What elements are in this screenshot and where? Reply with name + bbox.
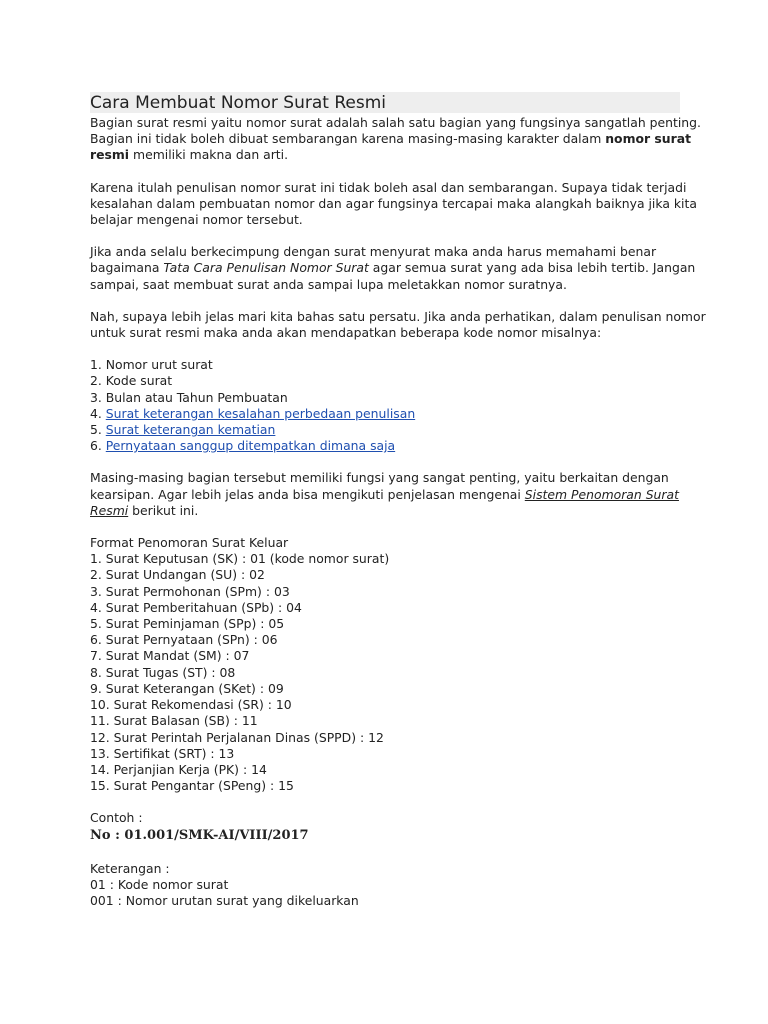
paragraph-2 [90, 179, 697, 229]
paragraph-5 [90, 470, 680, 519]
paragraph-3-line-2 [90, 260, 696, 276]
keterangan-label: Keterangan : [90, 860, 170, 876]
spacer [90, 519, 680, 535]
keterangan-item: 01 : Kode nomor surat [90, 876, 229, 892]
format-list-item: 11. Surat Balasan (SB) : 11 [90, 713, 258, 729]
code-list [90, 357, 680, 454]
format-list-item: 13. Sertifikat (SRT) : 13 [90, 745, 235, 761]
tata-cara-italic: Tata Cara Penulisan Nomor Surat [163, 260, 369, 276]
list-item [90, 373, 680, 389]
format-list-item: 5. Surat Peminjaman (SPp) : 05 [90, 616, 285, 632]
link-surat-keterangan-kematian[interactable]: Surat keterangan kematian [105, 422, 276, 438]
spacer [90, 228, 680, 244]
paragraph-4 [90, 308, 706, 341]
format-list-item: 6. Surat Pernyataan (SPn) : 06 [90, 632, 278, 648]
paragraph-5-line-3 [90, 503, 680, 519]
intro-line-3-text: memiliki makna dan arti. [129, 147, 289, 163]
list-item-text: Kode surat [105, 373, 173, 389]
keterangan-item: 001 : Nomor urutan surat yang dikeluarkan [90, 892, 359, 908]
intro-line-1: Bagian surat resmi yaitu nomor surat adalah salah satu bagian yang fungsinya sangatlah penting. [90, 115, 701, 130]
paragraph-3-line-3: sampai, saat membuat surat anda sampai lupa meletakkan nomor suratnya. [90, 276, 567, 292]
list-item [90, 438, 680, 454]
paragraph-3-line-1: Jika anda selalu berkecimpung dengan surat menyurat maka anda harus memahami benar [90, 244, 657, 260]
link-sistem-penomoran-resmi[interactable]: Resmi [90, 502, 129, 518]
paragraph-4-line-2: untuk surat resmi maka anda akan mendapatkan beberapa kode nomor misalnya: [90, 325, 602, 341]
intro-line-3 [90, 147, 680, 163]
spacer [90, 845, 680, 861]
intro-keyword-nomor-surat: nomor surat [605, 131, 692, 147]
list-item [90, 357, 680, 373]
link-surat-keterangan-kesalahan[interactable]: Surat keterangan kesalahan perbedaan penulisan [105, 405, 416, 421]
list-item [90, 390, 680, 406]
spacer [90, 454, 680, 470]
paragraph-3 [90, 244, 696, 293]
article-body [90, 92, 706, 909]
list-item-number: 4. [90, 405, 106, 421]
format-list-item: 8. Surat Tugas (ST) : 08 [90, 664, 236, 680]
paragraph-2-line-2: kesalahan dalam pembuatan nomor dan agar fungsinya tercapai maka alangkah baiknya jika kita [90, 195, 697, 211]
intro-line-2-text: Bagian ini tidak boleh dibuat sembarangan karena masing-masing karakter dalam [90, 131, 606, 147]
list-item-number: 1. [90, 357, 106, 373]
format-list-item: 14. Perjanjian Kerja (PK) : 14 [90, 761, 267, 777]
format-list-item: 1. Surat Keputusan (SK) : 01 (kode nomor surat) [90, 551, 390, 567]
format-list-item: 3. Surat Permohonan (SPm) : 03 [90, 583, 290, 599]
list-item-number: 2. [90, 373, 106, 389]
format-list-item: 7. Surat Mandat (SM) : 07 [90, 648, 250, 664]
example-section [90, 810, 680, 844]
format-list-item: 9. Surat Keterangan (SKet) : 09 [90, 680, 284, 696]
paragraph-5-line-1: Masing-masing bagian tersebut memiliki fungsi yang sangat penting, yaitu berkaitan dengan [90, 470, 669, 486]
keterangan-section [90, 861, 680, 910]
spacer [90, 164, 680, 180]
link-pernyataan-sanggup[interactable]: Pernyataan sanggup ditempatkan dimana saja [105, 438, 396, 454]
spacer [90, 341, 680, 357]
list-item [90, 406, 680, 422]
format-list-item: 10. Surat Rekomendasi (SR) : 10 [90, 697, 292, 713]
intro-keyword-resmi: resmi [90, 147, 130, 163]
paragraph-5-line-3-text: berikut ini. [128, 502, 199, 518]
format-list-item: 15. Surat Pengantar (SPeng) : 15 [90, 778, 294, 794]
list-item-number: 3. [90, 389, 106, 405]
paragraph-5-line-2-text: kearsipan. Agar lebih jelas anda bisa mengikuti penjelasan mengenai [90, 486, 525, 502]
spacer [90, 293, 680, 309]
list-item-text: Nomor urut surat [105, 357, 213, 373]
format-list-item: 2. Surat Undangan (SU) : 02 [90, 567, 265, 583]
format-list-item: 4. Surat Pemberitahuan (SPb) : 04 [90, 599, 302, 615]
intro-line-2 [90, 131, 692, 147]
format-heading: Format Penomoran Surat Keluar [90, 535, 289, 551]
contoh-label: Contoh : [90, 810, 143, 826]
intro-paragraph [90, 115, 701, 164]
format-section [90, 535, 680, 794]
list-item-number: 6. [90, 438, 106, 454]
format-list-item: 12. Surat Perintah Perjalanan Dinas (SPPD) : 12 [90, 729, 384, 745]
paragraph-5-line-2 [90, 487, 680, 503]
article-title: Cara Membuat Nomor Surat Resmi [90, 92, 680, 113]
list-item-text: Bulan atau Tahun Pembuatan [105, 389, 288, 405]
list-item [90, 422, 680, 438]
paragraph-3-line-2-text-a: bagaimana [90, 260, 164, 276]
list-item-number: 5. [90, 422, 106, 438]
spacer [90, 794, 680, 810]
link-sistem-penomoran[interactable]: Sistem Penomoran Surat [524, 486, 679, 502]
contoh-value: No : 01.001/SMK-AI/VIII/2017 [90, 827, 309, 843]
paragraph-4-line-1: Nah, supaya lebih jelas mari kita bahas satu persatu. Jika anda perhatikan, dalam penulisan nomor [90, 308, 706, 324]
paragraph-2-line-3: belajar mengenai nomor tersebut. [90, 212, 303, 228]
paragraph-3-line-2-text-b: agar semua surat yang ada bisa lebih tertib. Jangan [368, 260, 696, 276]
paragraph-2-line-1: Karena itulah penulisan nomor surat ini tidak boleh asal dan sembarangan. Supaya tidak terjadi [90, 179, 687, 195]
